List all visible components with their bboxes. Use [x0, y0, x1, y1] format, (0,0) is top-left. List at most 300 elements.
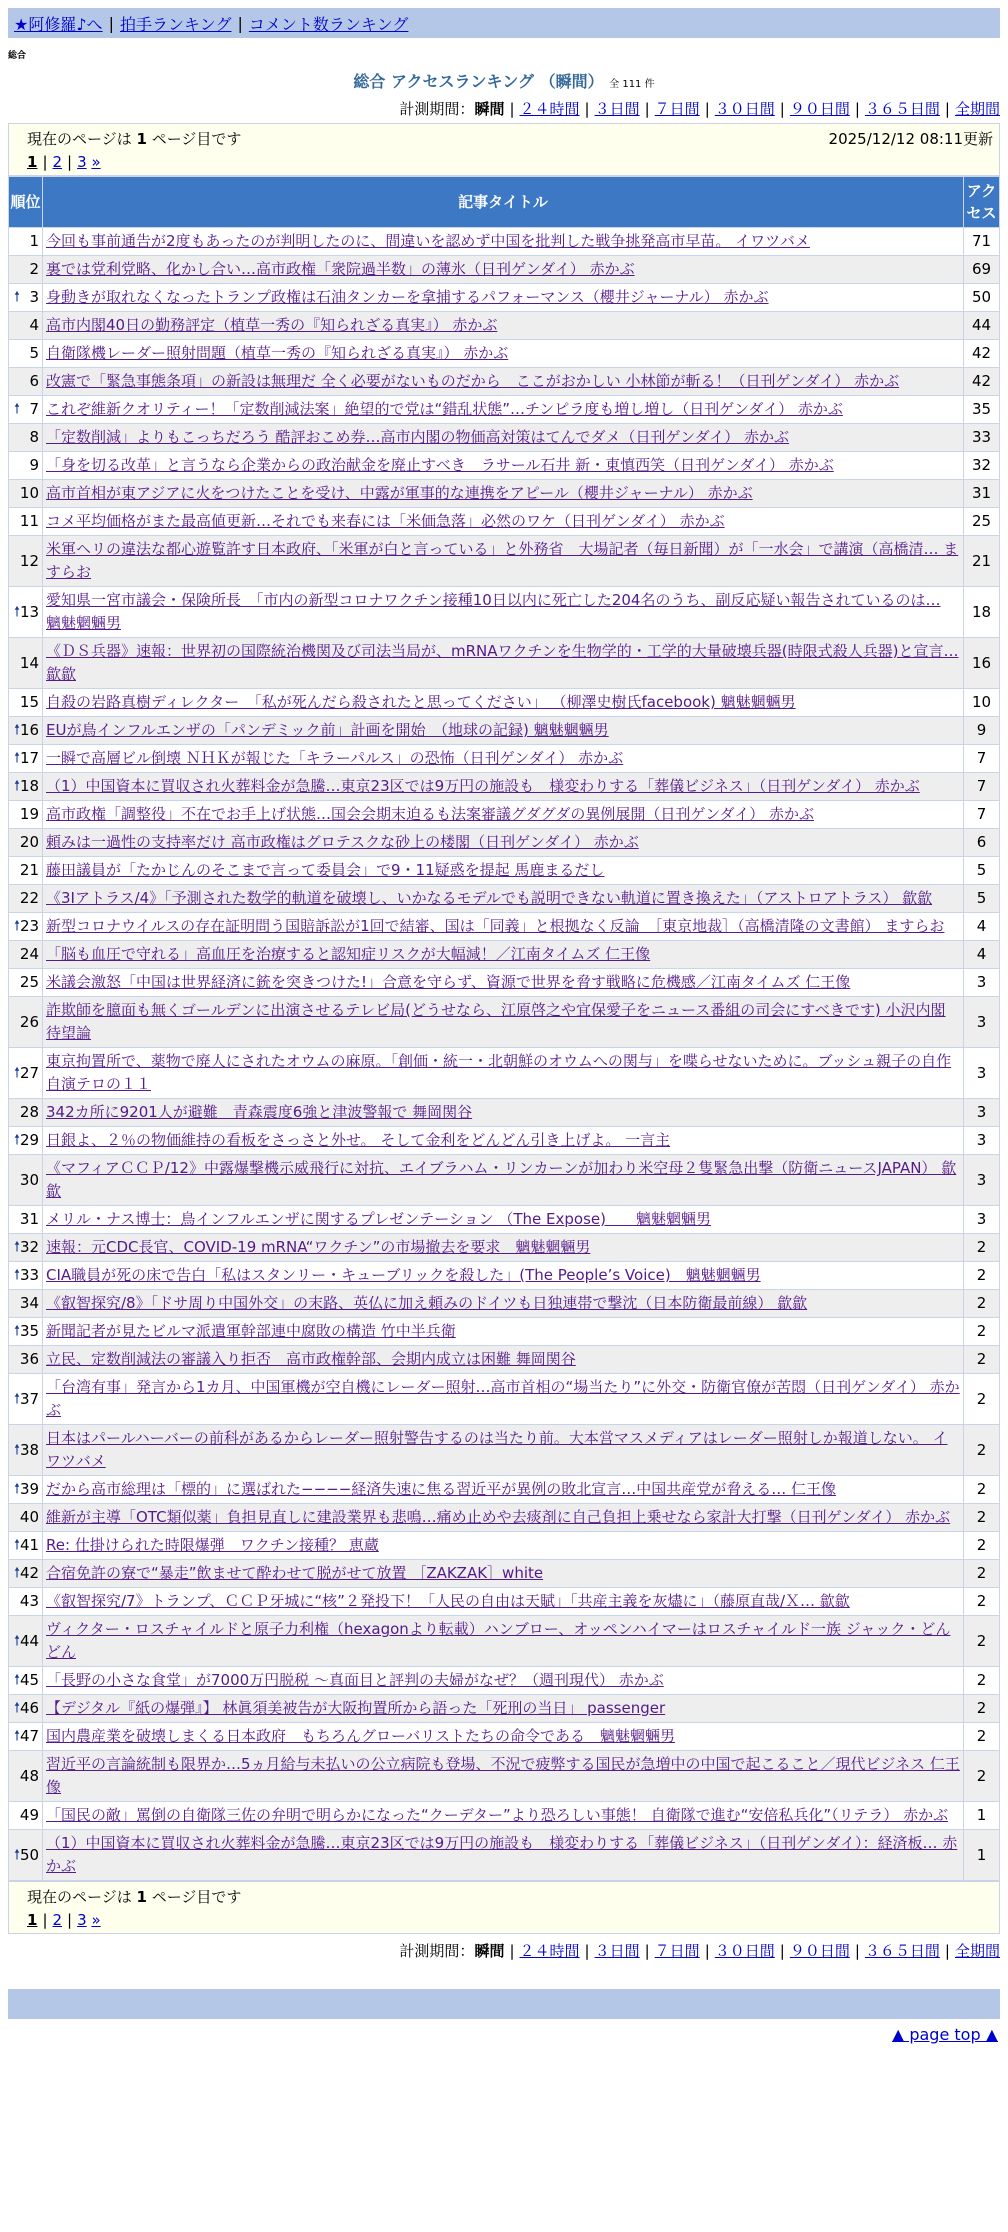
article-link[interactable]: EUが鳥インフルエンザの「パンデミック前」計画を開始 （地球の記録) 魑魅魍魎男: [46, 721, 609, 739]
period-link[interactable]: ３日間: [594, 100, 640, 118]
access-count: 31: [964, 480, 1000, 508]
title-cell: [43, 801, 964, 829]
rank-number: 25: [19, 973, 39, 991]
up-arrow-icon: 🠕: [14, 778, 21, 794]
access-count: 35: [964, 396, 1000, 424]
access-count: 3: [964, 1099, 1000, 1127]
pager: [27, 1911, 993, 1929]
table-row: [9, 1374, 1000, 1425]
period-link[interactable]: 全期間: [954, 1942, 1000, 1960]
article-link[interactable]: 頼みは一過性の支持率だけ 高市政権はグロテスクな砂上の楼閣（日刊ゲンダイ） 赤かぶ: [46, 833, 639, 851]
article-link[interactable]: 詐欺師を臆面も無くゴールデンに出演させるテレビ局(どうせなら、江原啓之や宜保愛子をニュース番組の司会にすべきです) 小沢内閣待望論: [46, 1001, 946, 1042]
rank-number: 40: [19, 1508, 39, 1526]
footer-bar: [8, 1989, 1000, 2019]
separator: |: [67, 153, 73, 171]
rank-number: 37: [20, 1389, 40, 1408]
rank-number: 3: [29, 288, 39, 306]
rank-cell: [9, 1262, 43, 1290]
access-count: 2: [964, 1723, 1000, 1751]
article-link[interactable]: 立民、定数削減法の審議入り拒否 高市政権幹部、会期内成立は困難 舞岡関谷: [46, 1350, 576, 1368]
rank-cell: [9, 1425, 43, 1476]
access-count: 3: [964, 1155, 1000, 1206]
access-count: 2: [964, 1504, 1000, 1532]
title-cell: [43, 312, 964, 340]
rank-cell: [9, 1206, 43, 1234]
article-link[interactable]: 「身を切る改革」と言うなら企業からの政治献金を廃止すべき ラサール石井 新・東慎西笑（日刊ゲンダイ） 赤かぶ: [46, 456, 834, 474]
rank-number: 32: [20, 1238, 40, 1256]
title-cell: [43, 717, 964, 745]
up-arrow-icon: 🠕: [14, 1565, 21, 1581]
table-row: [9, 452, 1000, 480]
article-link[interactable]: メリル・ナス博士：鳥インフルエンザに関するプレゼンテーション （The Expose) 魑魅魍魎男: [46, 1210, 711, 1228]
title-cell: [43, 368, 964, 396]
rank-cell: [9, 536, 43, 587]
access-count: 33: [964, 424, 1000, 452]
separator: |: [779, 1942, 785, 1960]
access-count: 2: [964, 1532, 1000, 1560]
table-row: [9, 1127, 1000, 1155]
article-link[interactable]: （1）中国資本に買収され火葬料金が急騰…東京23区では9万円の施設も 様変わりする「葬儀ビジネス」（日刊ゲンダイ） 赤かぶ: [46, 777, 920, 795]
access-count: 10: [964, 689, 1000, 717]
access-count: 2: [964, 1234, 1000, 1262]
article-link[interactable]: 身動きが取れなくなったトランプ政権は石油タンカーを拿捕するパフォーマンス（櫻井ジャーナル） 赤かぶ: [46, 288, 769, 306]
table-row: [9, 773, 1000, 801]
table-row: [9, 1723, 1000, 1751]
rank-number: 24: [19, 945, 39, 963]
article-link[interactable]: 米軍ヘリの違法な都心遊覧許す日本政府、「米軍が白と言っている」と外務省 大場記者（毎日新聞）が「一水会」で講演（高橋清… ますらお: [46, 540, 959, 581]
rank-cell: [9, 1667, 43, 1695]
article-link[interactable]: 《叡智探究/7》トランプ、ＣＣＰ牙城に“核”２発投下！「人民の自由は天賦」「共産主義を灰燼に」（藤原直哉/Ｘ… 歙歙: [46, 1592, 850, 1610]
article-link[interactable]: コメ平均価格がまた最高値更新…それでも来春には「米価急落」必然のワケ（日刊ゲンダイ） 赤かぶ: [46, 512, 725, 530]
title-cell: [43, 857, 964, 885]
up-arrow-icon: 🠕: [14, 1267, 21, 1283]
period-label: 計測期間：: [399, 1942, 475, 1960]
article-link[interactable]: 高市政権「調整役」不在でお手上げ状態…国会会期末迫るも法案審議グダグダの異例展開（日刊ゲンダイ） 赤かぶ: [46, 805, 814, 823]
rank-cell: [9, 312, 43, 340]
title-cell: [43, 424, 964, 452]
separator: |: [509, 100, 515, 118]
table-row: [9, 1048, 1000, 1099]
access-count: 2: [964, 1374, 1000, 1425]
title-cell: [43, 1667, 964, 1695]
up-arrow-icon: 🠕: [14, 1481, 21, 1497]
rank-number: 35: [20, 1322, 40, 1340]
pager-next[interactable]: »: [91, 1911, 101, 1929]
title-cell: [43, 452, 964, 480]
rank-number: 50: [20, 1845, 40, 1864]
updated-timestamp: 2025/12/12 08:11更新: [828, 130, 993, 148]
title-cell: [43, 284, 964, 312]
article-link[interactable]: 「脳も血圧で守れる」高血圧を治療すると認知症リスクが大幅減！／江南タイムズ 仁王像: [46, 945, 651, 963]
pager-link[interactable]: 2: [52, 1911, 63, 1929]
article-link[interactable]: 日銀よ、２％の物価維持の看板をさっさと外せ。 そして金利をどんどん引き上げよ。 一言主: [46, 1131, 671, 1149]
title-cell: [43, 396, 964, 424]
separator: |: [704, 1942, 710, 1960]
table-row: [9, 1751, 1000, 1802]
article-link[interactable]: だから高市総理は「標的」に選ばれた−−−−経済失速に焦る習近平が異例の敗北宣言…中国共産党が脅える… 仁王像: [46, 1480, 837, 1498]
article-link[interactable]: 【デジタル『紙の爆弾』】 林眞須美被告が大阪拘置所から語った「死刑の当日」 passenger: [46, 1699, 666, 1717]
rank-number: 8: [29, 428, 39, 446]
comment-ranking-link[interactable]: コメント数ランキング: [248, 14, 409, 34]
rank-number: 6: [29, 372, 39, 390]
table-row: [9, 857, 1000, 885]
ranking-table: [8, 176, 1000, 1881]
table-row: [9, 829, 1000, 857]
title-cell: [43, 1234, 964, 1262]
separator: |: [67, 1911, 73, 1929]
title-cell: [43, 638, 964, 689]
article-link[interactable]: 《マフィアＣＣＰ/12》中露爆撃機示威飛行に対抗、エイブラハム・リンカーンが加わり米空母２隻緊急出撃（防衛ニュースJAPAN） 歙歙: [46, 1159, 957, 1200]
rank-number: 10: [19, 484, 39, 502]
access-count: 7: [964, 801, 1000, 829]
rank-cell: [9, 1155, 43, 1206]
up-arrow-icon: 🠕: [14, 1700, 21, 1716]
article-link[interactable]: 今回も事前通告が2度もあったのが判明したのに、間違いを認めず中国を批判した戦争挑発高市早苗。 イワツバメ: [46, 232, 810, 250]
article-link[interactable]: 342カ所に9201人が避難 青森震度6強と津波警報で 舞岡関谷: [46, 1103, 473, 1121]
article-link[interactable]: 《叡智探究/8》「ドサ周り中国外交」の末路、英仏に加え頼みのドイツも日独連帯で撃沈（日本防衛最前線） 歙歙: [46, 1294, 808, 1312]
article-link[interactable]: 自衛隊機レーダー照射問題（植草一秀の『知られざる真実』） 赤かぶ: [46, 344, 509, 362]
access-count: 3: [964, 1127, 1000, 1155]
rank-number: 20: [19, 833, 39, 851]
rank-cell: [9, 396, 43, 424]
title-cell: [43, 508, 964, 536]
home-link[interactable]: ★阿修羅♪へ: [14, 14, 103, 34]
article-link[interactable]: 維新が主導「OTC類似薬」負担見直しに建設業界も悲鳴…痛め止めや去痰剤に自己負担上乗せなら家計大打撃（日刊ゲンダイ） 赤かぶ: [46, 1508, 951, 1526]
title-cell: [43, 1616, 964, 1667]
rank-number: 5: [29, 344, 39, 362]
period-link[interactable]: ２４時間: [519, 1942, 580, 1960]
rank-number: 30: [19, 1170, 39, 1189]
table-row: [9, 256, 1000, 284]
separator: |: [704, 100, 710, 118]
access-count: 2: [964, 1318, 1000, 1346]
access-count: 44: [964, 312, 1000, 340]
table-row: [9, 508, 1000, 536]
category-label: 総合: [8, 51, 27, 61]
article-link[interactable]: 一瞬で高層ビル倒壊 ＮＨＫが報じた「キラーパルス」の恐怖（日刊ゲンダイ） 赤かぶ: [46, 749, 624, 767]
article-link[interactable]: 習近平の言論統制も限界か…5ヵ月給与未払いの公立病院も登場、不況で疲弊する国民が急増中の中国で起こること／現代ビジネス 仁王像: [46, 1755, 960, 1796]
up-arrow-icon: 🠕: [14, 1632, 21, 1649]
rank-cell: [9, 480, 43, 508]
access-count: 2: [964, 1616, 1000, 1667]
pager-link[interactable]: 3: [77, 1911, 87, 1929]
rank-cell: [9, 885, 43, 913]
access-count: 7: [964, 745, 1000, 773]
rank-cell: [9, 1560, 43, 1588]
article-link[interactable]: （1）中国資本に買収され火葬料金が急騰…東京23区では9万円の施設も 様変わりする「葬儀ビジネス」（日刊ゲンダイ）：経済板… 赤かぶ: [46, 1834, 958, 1875]
page-top-link[interactable]: ▲ page top ▲: [891, 2025, 998, 2044]
title-cell: [43, 1504, 964, 1532]
title-cell: [43, 745, 964, 773]
rank-cell: [9, 228, 43, 256]
up-arrow-icon: 🠕: [14, 1239, 21, 1255]
separator: |: [42, 153, 48, 171]
article-link[interactable]: 裏では党利党略、化かし合い…高市政権「衆院過半数」の薄氷（日刊ゲンダイ） 赤かぶ: [46, 260, 635, 278]
table-row: [9, 480, 1000, 508]
rank-number: 13: [20, 602, 40, 621]
period-link[interactable]: ９０日間: [789, 100, 850, 118]
title-cell: [43, 1751, 964, 1802]
title-cell: [43, 1560, 964, 1588]
table-row: [9, 1802, 1000, 1830]
table-row: [9, 1476, 1000, 1504]
title-cell: [43, 1723, 964, 1751]
current-page-text: 現在のページは 1 ページ目です: [27, 130, 242, 148]
table-row: [9, 1532, 1000, 1560]
rank-cell: [9, 1532, 43, 1560]
article-link[interactable]: 「台湾有事」発言から1カ月、中国軍機が空自機にレーダー照射…高市首相の“場当たり”に外交・防衛官僚が苦悶（日刊ゲンダイ） 赤かぶ: [46, 1378, 960, 1419]
separator: |: [644, 100, 650, 118]
access-count: 25: [964, 508, 1000, 536]
up-arrow-icon: 🠕: [14, 750, 21, 766]
table-row: [9, 1318, 1000, 1346]
rank-cell: [9, 1127, 43, 1155]
pager-next[interactable]: »: [91, 153, 101, 171]
article-link[interactable]: CIA職員が死の床で告白「私はスタンリー・キューブリックを殺した」(The People’s Voice) 魑魅魍魎男: [46, 1266, 761, 1284]
rank-number: 31: [19, 1210, 39, 1228]
article-link[interactable]: 米議会激怒「中国は世界経済に銃を突きつけた!」合意を守らず、資源で世界を脅す戦略に危機感／江南タイムズ 仁王像: [46, 973, 851, 991]
table-row: [9, 913, 1000, 941]
article-link[interactable]: 自殺の岩路真樹ディレクター 「私が死んだら殺されたと思ってください」 （柳澤史樹氏facebook) 魑魅魍魎男: [46, 693, 796, 711]
article-link[interactable]: 東京拘置所で、薬物で廃人にされたオウムの麻原。「創価・統一・北朝鮮のオウムへの関与」を喋らせないために。ブッシュ親子の自作自演テロの１１: [46, 1052, 952, 1093]
title-cell: [43, 1830, 964, 1881]
rank-cell: [9, 368, 43, 396]
rank-number: 27: [20, 1063, 40, 1082]
period-link[interactable]: ３日間: [594, 1942, 640, 1960]
current-page-number: 1: [136, 1888, 147, 1906]
rank-cell: [9, 1723, 43, 1751]
article-link[interactable]: 改憲で「緊急事態条項」の新設は無理だ 全く必要がないものだから ここがおかしい 小林節が斬る！（日刊ゲンダイ） 赤かぶ: [46, 372, 900, 390]
article-link[interactable]: 愛知県一宮市議会・保険所長 「市内の新型コロナワクチン接種10日以内に死亡した204名のうち、副反応疑い報告されているのは… 魑魅魍魎男: [46, 591, 941, 632]
rank-cell: [9, 745, 43, 773]
article-link[interactable]: 新聞記者が見たビルマ派遣軍幹部連中腐敗の構造 竹中半兵衛: [46, 1322, 456, 1340]
table-row: [9, 1588, 1000, 1616]
rank-number: 23: [20, 917, 40, 935]
rank-cell: [9, 1616, 43, 1667]
access-count: 3: [964, 1048, 1000, 1099]
period-link[interactable]: ７日間: [654, 100, 700, 118]
title-cell: [43, 1155, 964, 1206]
article-link[interactable]: Re: 仕掛けられた時限爆弾 ワクチン接種？ 恵蔵: [46, 1536, 379, 1554]
rank-cell: [9, 284, 43, 312]
title-cell: [43, 1695, 964, 1723]
rank-number: 33: [20, 1266, 40, 1284]
rank-cell: [9, 969, 43, 997]
title-cell: [43, 587, 964, 638]
access-count: 2: [964, 1751, 1000, 1802]
rank-cell: [9, 1048, 43, 1099]
access-count: 2: [964, 1346, 1000, 1374]
rank-cell: [9, 1504, 43, 1532]
title-cell: [43, 1048, 964, 1099]
up-arrow-icon: 🠕: [14, 1323, 21, 1339]
period-link[interactable]: ２４時間: [519, 100, 580, 118]
table-row: [9, 1560, 1000, 1588]
separator: |: [584, 1942, 590, 1960]
rank-cell: [9, 997, 43, 1048]
table-row: [9, 969, 1000, 997]
up-arrow-icon: 🠕: [14, 603, 21, 620]
rank-cell: [9, 913, 43, 941]
rank-number: 43: [19, 1592, 39, 1610]
title-cell: [43, 829, 964, 857]
rank-cell: [9, 1374, 43, 1425]
title-cell: [43, 1532, 964, 1560]
rank-number: 42: [20, 1564, 40, 1582]
up-arrow-icon: 🠕: [14, 1441, 21, 1458]
up-arrow-icon: 🠕: [14, 1390, 21, 1407]
access-count: 1: [964, 1802, 1000, 1830]
period-link[interactable]: ３６５日間: [864, 1942, 940, 1960]
article-link[interactable]: 新型コロナウイルスの存在証明問う国賠訴訟が1回で結審、国は「同義」と根拠なく反論 ［東京地裁］（高橋清隆の文書館） ますらお: [46, 917, 945, 935]
title-cell: [43, 997, 964, 1048]
rank-number: 48: [19, 1766, 39, 1785]
title-header: 記事タイトル: [43, 177, 964, 228]
rank-number: 14: [19, 653, 39, 672]
period-link[interactable]: ３０日間: [714, 1942, 775, 1960]
up-arrow-icon: 🠕: [14, 1064, 21, 1081]
access-count: 1: [964, 1830, 1000, 1881]
rank-number: 7: [29, 400, 39, 418]
separator: |: [854, 100, 860, 118]
top-nav-bar: [8, 8, 1000, 38]
title-cell: [43, 1262, 964, 1290]
table-row: [9, 1695, 1000, 1723]
period-current: 瞬間: [474, 100, 505, 118]
article-link[interactable]: これぞ維新クオリティー！「定数削減法案」絶望的で党は“錯乱状態”…チンピラ度も増し増し（日刊ゲンダイ） 赤かぶ: [46, 400, 843, 418]
table-row: [9, 1667, 1000, 1695]
table-row: [9, 941, 1000, 969]
article-link[interactable]: 「定数削減」よりもこっちだろう 酷評おこめ券…高市内閣の物価高対策はてんでダメ（日刊ゲンダイ） 赤かぶ: [46, 428, 790, 446]
article-link[interactable]: 日本はパールハーバーの前科があるからレーダー照射警告するのは当たり前。大本営マスメディアはレーダー照射しか報道しない。 イワツバメ: [46, 1429, 948, 1470]
rank-cell: [9, 689, 43, 717]
period-selector-bottom: [0, 1940, 1000, 1961]
table-row: [9, 228, 1000, 256]
ranking-title: 総合 アクセスランキング （瞬間）: [353, 72, 604, 91]
article-link[interactable]: ヴィクター・ロスチャイルドと原子力利権（hexagonより転載）ハンブロー、オッペンハイマーはロスチャイルド一族 ジャック・どんどん: [46, 1620, 951, 1661]
access-count: 6: [964, 829, 1000, 857]
access-count: 3: [964, 969, 1000, 997]
up-arrow-icon: 🠕: [14, 722, 21, 738]
period-link[interactable]: ３０日間: [714, 100, 775, 118]
article-link[interactable]: 「長野の小さな食堂」が7000万円脱税 ～真面目と評判の夫婦がなぜ？（週刊現代） 赤かぶ: [46, 1671, 664, 1689]
period-link[interactable]: ３６５日間: [864, 100, 940, 118]
table-row: [9, 689, 1000, 717]
rank-number: 11: [19, 512, 39, 530]
title-cell: [43, 536, 964, 587]
table-row: [9, 1099, 1000, 1127]
article-link[interactable]: 《ＤＳ兵器》速報：世界初の国際統治機関及び司法当局が、mRNAワクチンを生物学的・工学的大量破壊兵器(時限式殺人兵器)と宣言… 歙歙: [46, 642, 959, 683]
access-count: 7: [964, 773, 1000, 801]
title-cell: [43, 969, 964, 997]
access-count: 69: [964, 256, 1000, 284]
article-link[interactable]: 「国民の敵」罵倒の自衛隊三佐の弁明で明らかになった“クーデター”より恐ろしい事態！ 自衛隊で進む“安倍私兵化”（リテラ） 赤かぶ: [46, 1806, 949, 1824]
rank-cell: [9, 1346, 43, 1374]
page-info-bottom: [8, 1881, 1000, 1934]
pager-link[interactable]: 2: [52, 153, 63, 171]
access-count: 3: [964, 997, 1000, 1048]
table-row: [9, 1290, 1000, 1318]
rank-cell: [9, 1234, 43, 1262]
title-cell: [43, 1290, 964, 1318]
clap-ranking-link[interactable]: 拍手ランキング: [119, 14, 232, 34]
table-row: [9, 1262, 1000, 1290]
table-row: [9, 885, 1000, 913]
article-link[interactable]: 高市内閣40日の勤務評定（植草一秀の『知られざる真実』） 赤かぶ: [46, 316, 498, 334]
period-label: 計測期間：: [399, 100, 475, 118]
rank-number: 44: [20, 1631, 40, 1650]
article-link[interactable]: 合宿免許の寮で“暴走”飲ませて酔わせて脱がせて放置 ［ZAKZAK］white: [46, 1564, 544, 1582]
up-arrow-icon: 🠕: [14, 1132, 21, 1148]
title-cell: [43, 1476, 964, 1504]
period-link[interactable]: ９０日間: [789, 1942, 850, 1960]
title-cell: [43, 1588, 964, 1616]
table-row: [9, 745, 1000, 773]
title-cell: [43, 1374, 964, 1425]
rank-number: 22: [19, 889, 39, 907]
table-row: [9, 638, 1000, 689]
period-link[interactable]: ７日間: [654, 1942, 700, 1960]
table-row: [9, 1206, 1000, 1234]
rank-cell: [9, 1695, 43, 1723]
rank-number: 29: [20, 1131, 40, 1149]
table-row: [9, 312, 1000, 340]
rank-cell: [9, 1318, 43, 1346]
up-arrow-icon: 🠕: [14, 1728, 21, 1744]
title-cell: [43, 480, 964, 508]
rank-cell: [9, 256, 43, 284]
pager-link[interactable]: 3: [77, 153, 87, 171]
separator: |: [509, 1942, 515, 1960]
access-count: 42: [964, 368, 1000, 396]
table-row: [9, 340, 1000, 368]
rank-number: 9: [29, 456, 39, 474]
rank-cell: [9, 424, 43, 452]
article-link[interactable]: 高市首相が東アジアに火をつけたことを受け、中露が軍事的な連携をアピール（櫻井ジャーナル） 赤かぶ: [46, 484, 753, 502]
item-count: 全 111 件: [609, 79, 655, 90]
rank-number: 26: [19, 1012, 39, 1031]
rank-cell: [9, 1290, 43, 1318]
table-row: [9, 536, 1000, 587]
access-count: 2: [964, 1476, 1000, 1504]
separator: |: [644, 1942, 650, 1960]
rank-number: 19: [19, 805, 39, 823]
article-link[interactable]: 藤田議員が「たかじんのそこまで言って委員会」で9・11疑惑を提起 馬鹿まるだし: [46, 861, 605, 879]
rank-cell: [9, 1588, 43, 1616]
access-count: 2: [964, 1262, 1000, 1290]
access-count: 2: [964, 1588, 1000, 1616]
access-count: 9: [964, 717, 1000, 745]
article-link[interactable]: 速報：元CDC長官、COVID-19 mRNA“ワクチン”の市場撤去を要求 魑魅魍魎男: [46, 1238, 591, 1256]
pager-current: 1: [27, 153, 38, 171]
article-link[interactable]: 国内農産業を破壊しまくる日本政府 もちろんグローバリストたちの命令である 魑魅魍魎男: [46, 1727, 675, 1745]
access-count: 42: [964, 340, 1000, 368]
article-link[interactable]: 《3Iアトラス/4》「予測された数学的軌道を破壊し、いかなるモデルでも説明できない軌道に置き換えた」（アストロアトラス） 歙歙: [46, 889, 933, 907]
up-arrow-icon: 🠕: [14, 1537, 21, 1553]
table-row: [9, 284, 1000, 312]
separator: |: [944, 1942, 950, 1960]
title-cell: [43, 1099, 964, 1127]
up-arrow-icon: 🠕: [14, 401, 21, 417]
rank-cell: [9, 941, 43, 969]
access-count: 3: [964, 1206, 1000, 1234]
rank-cell: [9, 340, 43, 368]
access-count: 50: [964, 284, 1000, 312]
up-arrow-icon: 🠕: [14, 918, 21, 934]
page-title: [0, 69, 1008, 92]
separator: |: [42, 1911, 48, 1929]
period-link[interactable]: 全期間: [954, 100, 1000, 118]
